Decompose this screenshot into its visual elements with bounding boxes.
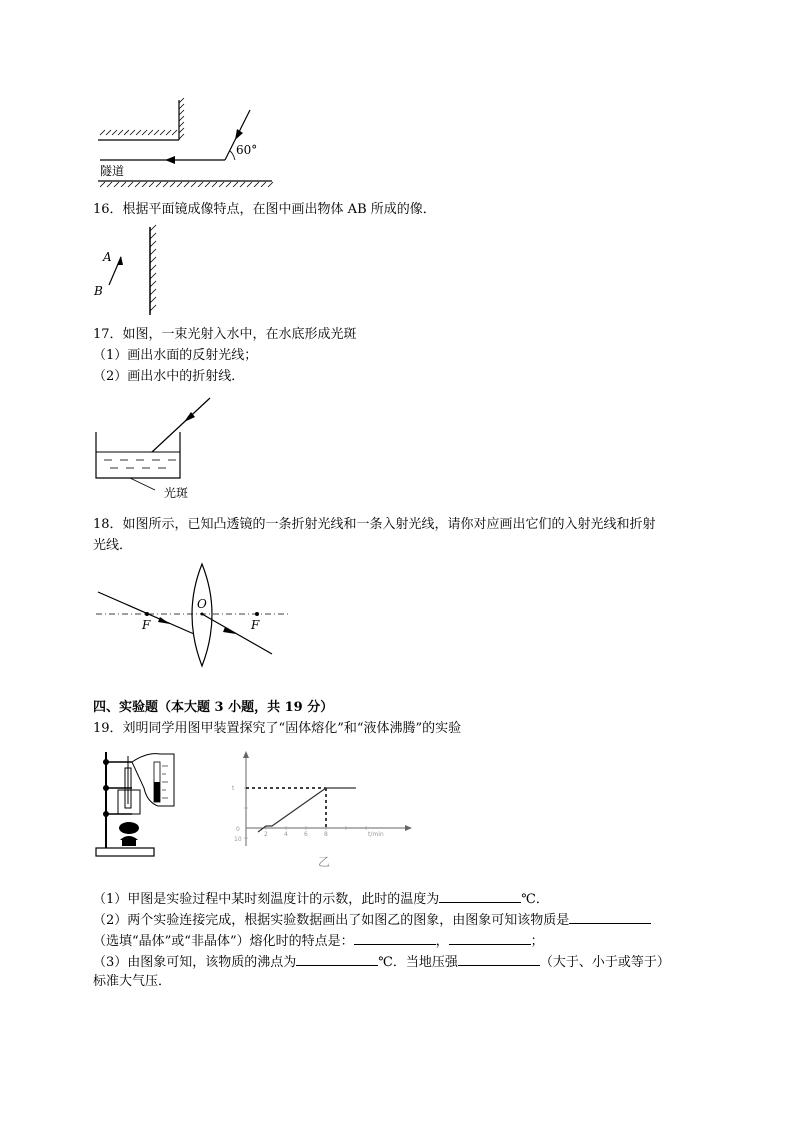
graph-caption: 乙 bbox=[318, 855, 331, 869]
answer-blank-2[interactable] bbox=[569, 909, 651, 924]
svg-text:6: 6 bbox=[304, 831, 308, 838]
q19-part2-text: （2）两个实验连接完成，根据实验数据画出了如图乙的图象，由图象可知该物质是 bbox=[93, 913, 570, 928]
q19-text: 19．刘明同学用图甲装置探究了“固体熔化”和“液体沸腾”的实验 bbox=[93, 721, 462, 736]
svg-text:0: 0 bbox=[236, 826, 240, 833]
q19-part3-choice: （大于、小于或等于） bbox=[539, 955, 670, 970]
lens-center-label: O bbox=[197, 597, 207, 611]
lens-figure bbox=[90, 562, 300, 672]
svg-text:t: t bbox=[232, 785, 235, 792]
answer-blank-5[interactable] bbox=[296, 951, 378, 966]
temp-graph-figure bbox=[228, 748, 418, 873]
q19-part2-cont-text: （选填“晶体”或“非晶体”）熔化时的特点是： bbox=[93, 934, 354, 949]
apparatus-diagram bbox=[92, 748, 182, 863]
q19-part2-comma: ， bbox=[435, 934, 449, 949]
svg-text:t/min: t/min bbox=[368, 831, 384, 838]
focus-left-label: F bbox=[142, 618, 151, 632]
q18-text-line2: 光线． bbox=[93, 538, 133, 553]
mirror-diagram bbox=[90, 225, 170, 320]
tunnel-figure bbox=[90, 95, 290, 195]
q19-part3-text: （3）由图象可知，该物质的沸点为 bbox=[93, 955, 297, 970]
q17-sub2: （2）画出水中的折射线． bbox=[93, 369, 245, 384]
water-diagram bbox=[90, 390, 230, 505]
svg-text:2: 2 bbox=[264, 831, 268, 838]
q19-part2-semicolon: ； bbox=[530, 934, 544, 949]
q19-part2 bbox=[93, 909, 651, 931]
q19-part3-mid: ℃．当地压强 bbox=[378, 955, 458, 970]
tunnel-diagram bbox=[90, 95, 290, 195]
angle-label: 60° bbox=[236, 143, 258, 157]
apparatus-figure bbox=[92, 748, 182, 863]
svg-text:4: 4 bbox=[284, 831, 288, 838]
answer-blank-3[interactable] bbox=[354, 930, 436, 945]
q19-part1 bbox=[93, 888, 549, 910]
svg-text:10: 10 bbox=[234, 836, 242, 843]
lens-diagram bbox=[90, 562, 300, 672]
q17-text: 17．如图，一束光射入水中，在水底形成光斑 bbox=[93, 327, 357, 342]
tunnel-label: 隧道 bbox=[100, 164, 125, 178]
q16-text: 16．根据平面镜成像特点，在图中画出物体 AB 所成的像． bbox=[93, 202, 436, 217]
q19-part2-cont bbox=[93, 930, 544, 952]
water-figure bbox=[90, 390, 230, 505]
q19-part3-cont: 标准大气压． bbox=[93, 974, 172, 989]
q19-part3 bbox=[93, 951, 670, 973]
q18-text-line1: 18．如图所示，已知凸透镜的一条折射光线和一条入射光线，请你对应画出它们的入射光线和折射 bbox=[93, 517, 656, 532]
point-a-label: A bbox=[103, 250, 112, 264]
spot-label: 光斑 bbox=[164, 486, 189, 500]
focus-right-label: F bbox=[251, 618, 260, 632]
mirror-figure bbox=[90, 225, 170, 320]
svg-text:8: 8 bbox=[324, 831, 328, 838]
answer-blank-6[interactable] bbox=[458, 951, 540, 966]
q19-part1-text: （1）甲图是实验过程中某时刻温度计的示数，此时的温度为 bbox=[93, 892, 440, 907]
answer-blank-4[interactable] bbox=[449, 930, 531, 945]
point-b-label: B bbox=[94, 284, 103, 298]
q19-part1-unit: ℃． bbox=[521, 892, 549, 907]
q17-sub1: （1）画出水面的反射光线； bbox=[93, 348, 258, 363]
answer-blank-1[interactable] bbox=[439, 888, 521, 903]
section4-title: 四、实验题（本大题 3 小题，共 19 分） bbox=[93, 700, 334, 715]
